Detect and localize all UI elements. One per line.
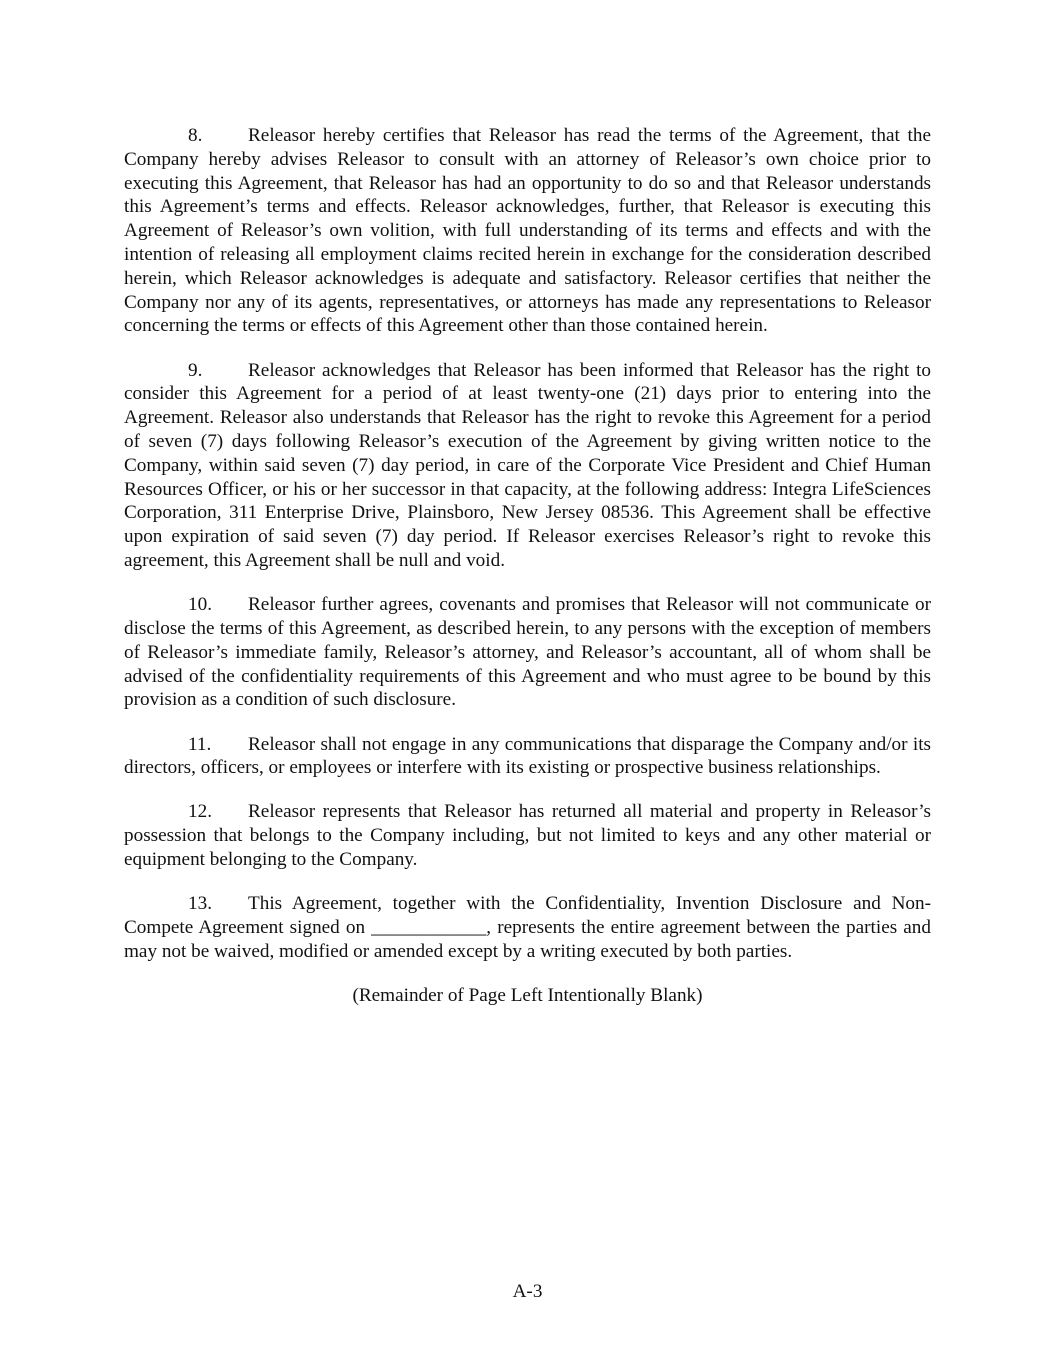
paragraph-12 [124,800,931,871]
paragraph-9 [124,359,931,573]
paragraph-10 [124,593,931,712]
paragraph-11 [124,733,931,781]
paragraph-8 [124,124,931,338]
paragraph-number: 13. [188,893,212,915]
paragraph-number: 12. [188,801,212,823]
paragraph-number: 10. [188,594,212,616]
paragraph-number: 8. [188,125,203,146]
paragraph-number: 11. [188,733,212,755]
paragraph-text: Releasor acknowledges that Releasor has been informed that Releasor has the right to consider this Agreement for a period of at least twenty-one (21) days prior to entering into the Agreement. Releasor also understands that Releasor has the right to revoke this Agreement for a period of seven (7) days following Releasor’s execution of the Agreement by giving written notice to the Company, within said seven (7) day period, in care of the Corporate Vice President and Chief Human Resources Officer, or his or her successor in that capacity, at the following address: Integra LifeSciences Corporation, 311 Enterprise Drive, Plainsboro, New Jersey 08536. This Agreement shall be effective upon expiration of said seven (7) day period. If Releasor exercises Releasor’s right to revoke this agreement, this Agreement shall be null and void. [124,359,931,571]
page-number: A-3 [512,1281,543,1302]
paragraph-text: Releasor further agrees, covenants and promises that Releasor will not communicate or disclose the terms of this Agreement, as described herein, to any persons with the exception of members of Releasor’s immediate family, Releasor’s attorney, and Releasor’s accountant, all of whom shall be advised of the confidentiality requirements of this Agreement and who must agree to be bound by this provision as a condition of such disclosure. [124,594,931,711]
paragraph-text: Releasor shall not engage in any communications that disparage the Company and/or its directors, officers, or employees or interfere with its existing or prospective business relationships. [124,733,931,779]
document-page [124,124,931,1008]
paragraph-number: 9. [188,359,203,381]
paragraph-text: Releasor represents that Releasor has returned all material and property in Releasor’s possession that belongs to the Company including, but not limited to keys and any other material or equipment belonging to the Company. [124,801,931,871]
paragraph-text: This Agreement, together with the Confidentiality, Invention Disclosure and Non-Compete Agreement signed on ____________, represents the entire agreement between the parties and may not be waived, modified or amended except by a writing executed by both parties. [124,893,931,962]
paragraph-text: Releasor hereby certifies that Releasor has read the terms of the Agreement, that the Company hereby advises Releasor to consult with an attorney of Releasor’s own choice prior to executing this Agreement, that Releasor has had an opportunity to do so and that Releasor understands this Agreement’s terms and effects. Releasor acknowledges, further, that Releasor is executing this Agreement of Releasor’s own volition, with full understanding of its terms and effects and with the intention of releasing all employment claims recited herein in exchange for the consideration described herein, which Releasor acknowledges is adequate and satisfactory. Releasor certifies that neither the Company nor any of its agents, representatives, or attorneys has made any representations to Releasor concerning the terms or effects of this Agreement other than those contained herein. [124,125,931,337]
paragraph-13 [124,892,931,963]
remainder-blank-note: (Remainder of Page Left Intentionally Blank) [352,985,703,1007]
